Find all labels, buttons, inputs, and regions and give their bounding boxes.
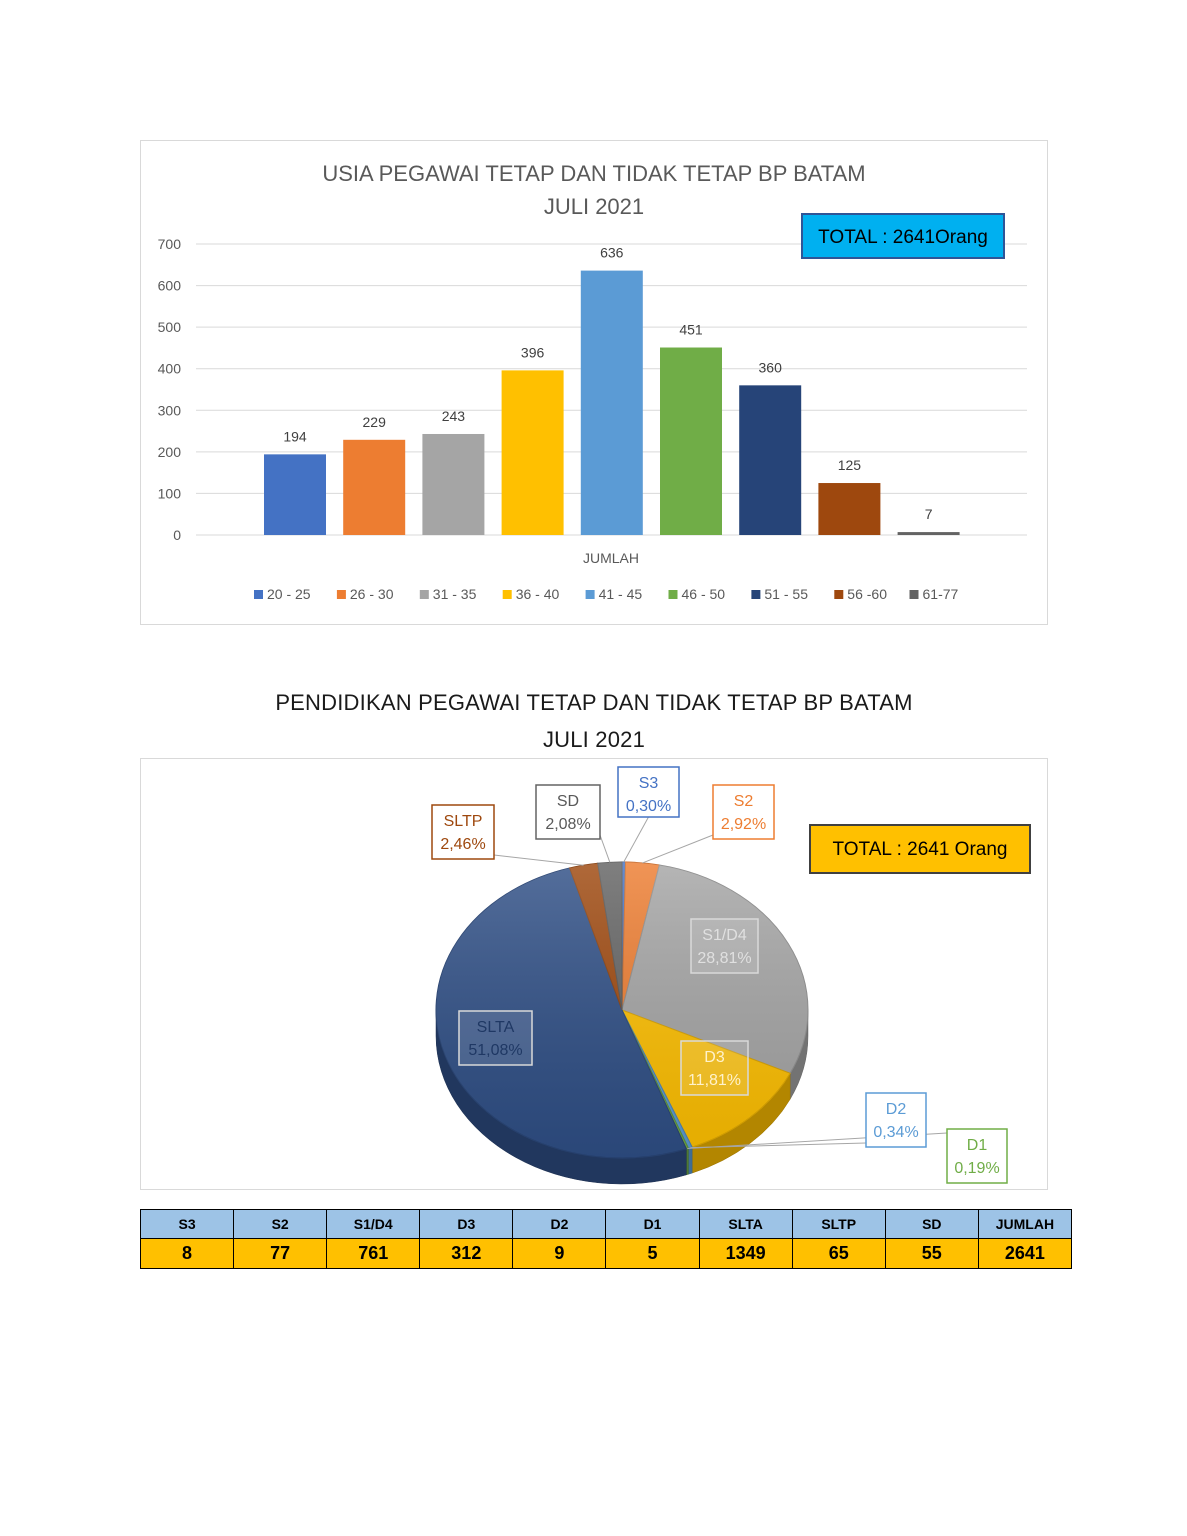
table-value-cell: 2641 bbox=[978, 1239, 1071, 1269]
pie-callout-label: S1/D4 bbox=[702, 927, 747, 944]
table-value-cell: 9 bbox=[513, 1239, 606, 1269]
bar bbox=[502, 370, 564, 535]
bar-data-label: 194 bbox=[283, 428, 307, 445]
legend-label: 31 - 35 bbox=[432, 586, 477, 602]
legend-label: 61-77 bbox=[922, 586, 959, 602]
bar-y-tick-label: 700 bbox=[157, 236, 181, 252]
bar-data-label: 360 bbox=[758, 359, 782, 376]
bar-x-axis-label: JUMLAH bbox=[582, 550, 640, 566]
pie-slices bbox=[436, 862, 808, 1158]
pie-leader-line bbox=[600, 835, 610, 862]
pie-leader-line bbox=[643, 835, 713, 863]
pie-callout-percent: 2,46% bbox=[440, 836, 486, 853]
bar-data-label: 125 bbox=[837, 457, 862, 474]
table-header-cell: S2 bbox=[234, 1210, 327, 1239]
pie-callout-percent: 51,08% bbox=[468, 1042, 523, 1059]
bar-data-label: 451 bbox=[679, 321, 703, 338]
legend-swatch bbox=[420, 590, 429, 599]
bar-data-label: 396 bbox=[520, 344, 545, 361]
pie-callout-label: D3 bbox=[704, 1049, 725, 1066]
bar bbox=[739, 385, 801, 535]
bar-data-label: 229 bbox=[362, 413, 386, 430]
table-value-cell: 65 bbox=[792, 1239, 885, 1269]
pie-callout-label: SLTA bbox=[476, 1019, 515, 1036]
bar-total-label: TOTAL : 2641Orang bbox=[818, 227, 988, 248]
bar-y-axis bbox=[158, 236, 182, 543]
pie-callout-percent: 2,92% bbox=[720, 816, 767, 833]
pie-callout-percent: 2,08% bbox=[545, 816, 591, 833]
pie-chart-title-line1: PENDIDIKAN PEGAWAI TETAP DAN TIDAK TETAP BP BATAM bbox=[275, 690, 913, 715]
bar-chart-title-line2: JULI 2021 bbox=[543, 194, 645, 219]
pie-slice-side bbox=[686, 1148, 688, 1175]
bar-chart-title-line1: USIA PEGAWAI TETAP DAN TIDAK TETAP BP BATAM bbox=[322, 161, 866, 186]
legend-swatch bbox=[586, 590, 595, 599]
table-header-row bbox=[141, 1210, 1072, 1239]
pie-callout-label: D1 bbox=[966, 1137, 988, 1154]
bar bbox=[660, 348, 722, 535]
education-pie-chart bbox=[141, 759, 1047, 1189]
legend-label: 56 -60 bbox=[847, 586, 888, 602]
pie-leader-line bbox=[494, 855, 584, 865]
bar-data-label: 7 bbox=[924, 506, 933, 523]
legend-swatch bbox=[254, 590, 263, 599]
legend-label: 46 - 50 bbox=[681, 586, 726, 602]
table-header-cell: D3 bbox=[420, 1210, 513, 1239]
pie-callout-label: S2 bbox=[733, 793, 754, 810]
pie-callout-label: SD bbox=[556, 793, 580, 810]
pie-leader-line bbox=[624, 817, 649, 862]
bar-series bbox=[264, 271, 960, 535]
pie-total-box bbox=[810, 825, 1030, 873]
bar bbox=[422, 434, 484, 535]
table-value-cell: 8 bbox=[141, 1239, 234, 1269]
legend-label: 26 - 30 bbox=[349, 586, 394, 602]
education-summary-table bbox=[140, 1209, 1072, 1269]
pie-callout-percent: 0,30% bbox=[625, 798, 672, 815]
legend-swatch bbox=[751, 590, 760, 599]
pie-callout-label: D2 bbox=[885, 1101, 907, 1118]
pie-chart-title-line2: JULI 2021 bbox=[542, 727, 646, 752]
pie-callout-percent: 11,81% bbox=[687, 1072, 742, 1089]
table-value-cell: 761 bbox=[327, 1239, 420, 1269]
table-header-cell: S3 bbox=[141, 1210, 234, 1239]
legend-label: 51 - 55 bbox=[764, 586, 808, 602]
pie-callout-label: SLTP bbox=[443, 813, 483, 830]
legend-swatch bbox=[337, 590, 346, 599]
bar-data-label: 243 bbox=[441, 407, 466, 424]
pie-gloss bbox=[436, 862, 808, 1158]
bar-y-tick-label: 200 bbox=[157, 443, 181, 460]
bar-y-tick-label: 100 bbox=[157, 485, 181, 502]
bar bbox=[264, 454, 326, 535]
table-header-cell: SLTP bbox=[792, 1210, 885, 1239]
pie-callout-percent: 0,19% bbox=[954, 1160, 1000, 1177]
education-chart-panel bbox=[140, 758, 1048, 1190]
legend-swatch bbox=[910, 590, 919, 599]
pie-callout-percent: 0,34% bbox=[873, 1124, 919, 1141]
bar-y-tick-label: 500 bbox=[157, 319, 181, 336]
table-value-cell: 5 bbox=[606, 1239, 699, 1269]
age-chart-panel bbox=[140, 140, 1048, 625]
bar-legend bbox=[254, 586, 959, 602]
pie-slice-side bbox=[688, 1147, 692, 1174]
bar bbox=[818, 483, 880, 535]
table-header-cell: SD bbox=[885, 1210, 978, 1239]
bar-y-tick-label: 400 bbox=[157, 360, 181, 377]
table-header-cell: D1 bbox=[606, 1210, 699, 1239]
bar-y-tick-label: 0 bbox=[173, 527, 181, 543]
pie-callout-percent: 28,81% bbox=[697, 950, 752, 967]
legend-swatch bbox=[503, 590, 512, 599]
legend-label: 41 - 45 bbox=[598, 586, 643, 602]
pie-callout-label: S3 bbox=[638, 775, 659, 792]
pie-total-label: TOTAL : 2641 Orang bbox=[832, 839, 1008, 860]
table-value-cell: 55 bbox=[885, 1239, 978, 1269]
bar bbox=[581, 271, 643, 535]
legend-swatch bbox=[834, 590, 843, 599]
legend-swatch bbox=[669, 590, 678, 599]
table-header-cell: JUMLAH bbox=[978, 1210, 1071, 1239]
bar-data-label: 636 bbox=[600, 244, 624, 261]
bar-y-tick-label: 600 bbox=[157, 277, 181, 294]
table-header-cell: D2 bbox=[513, 1210, 606, 1239]
bar bbox=[343, 440, 405, 535]
table-value-row bbox=[141, 1239, 1072, 1269]
table-value-cell: 1349 bbox=[699, 1239, 792, 1269]
table-value-cell: 77 bbox=[234, 1239, 327, 1269]
age-bar-chart bbox=[141, 141, 1047, 624]
bar bbox=[898, 532, 960, 535]
table-value-cell: 312 bbox=[420, 1239, 513, 1269]
bar-total-box bbox=[802, 214, 1004, 258]
legend-label: 36 - 40 bbox=[515, 586, 560, 602]
legend-label: 20 - 25 bbox=[267, 586, 311, 602]
table-header-cell: SLTA bbox=[699, 1210, 792, 1239]
bar-y-tick-label: 300 bbox=[157, 402, 181, 419]
table-header-cell: S1/D4 bbox=[327, 1210, 420, 1239]
